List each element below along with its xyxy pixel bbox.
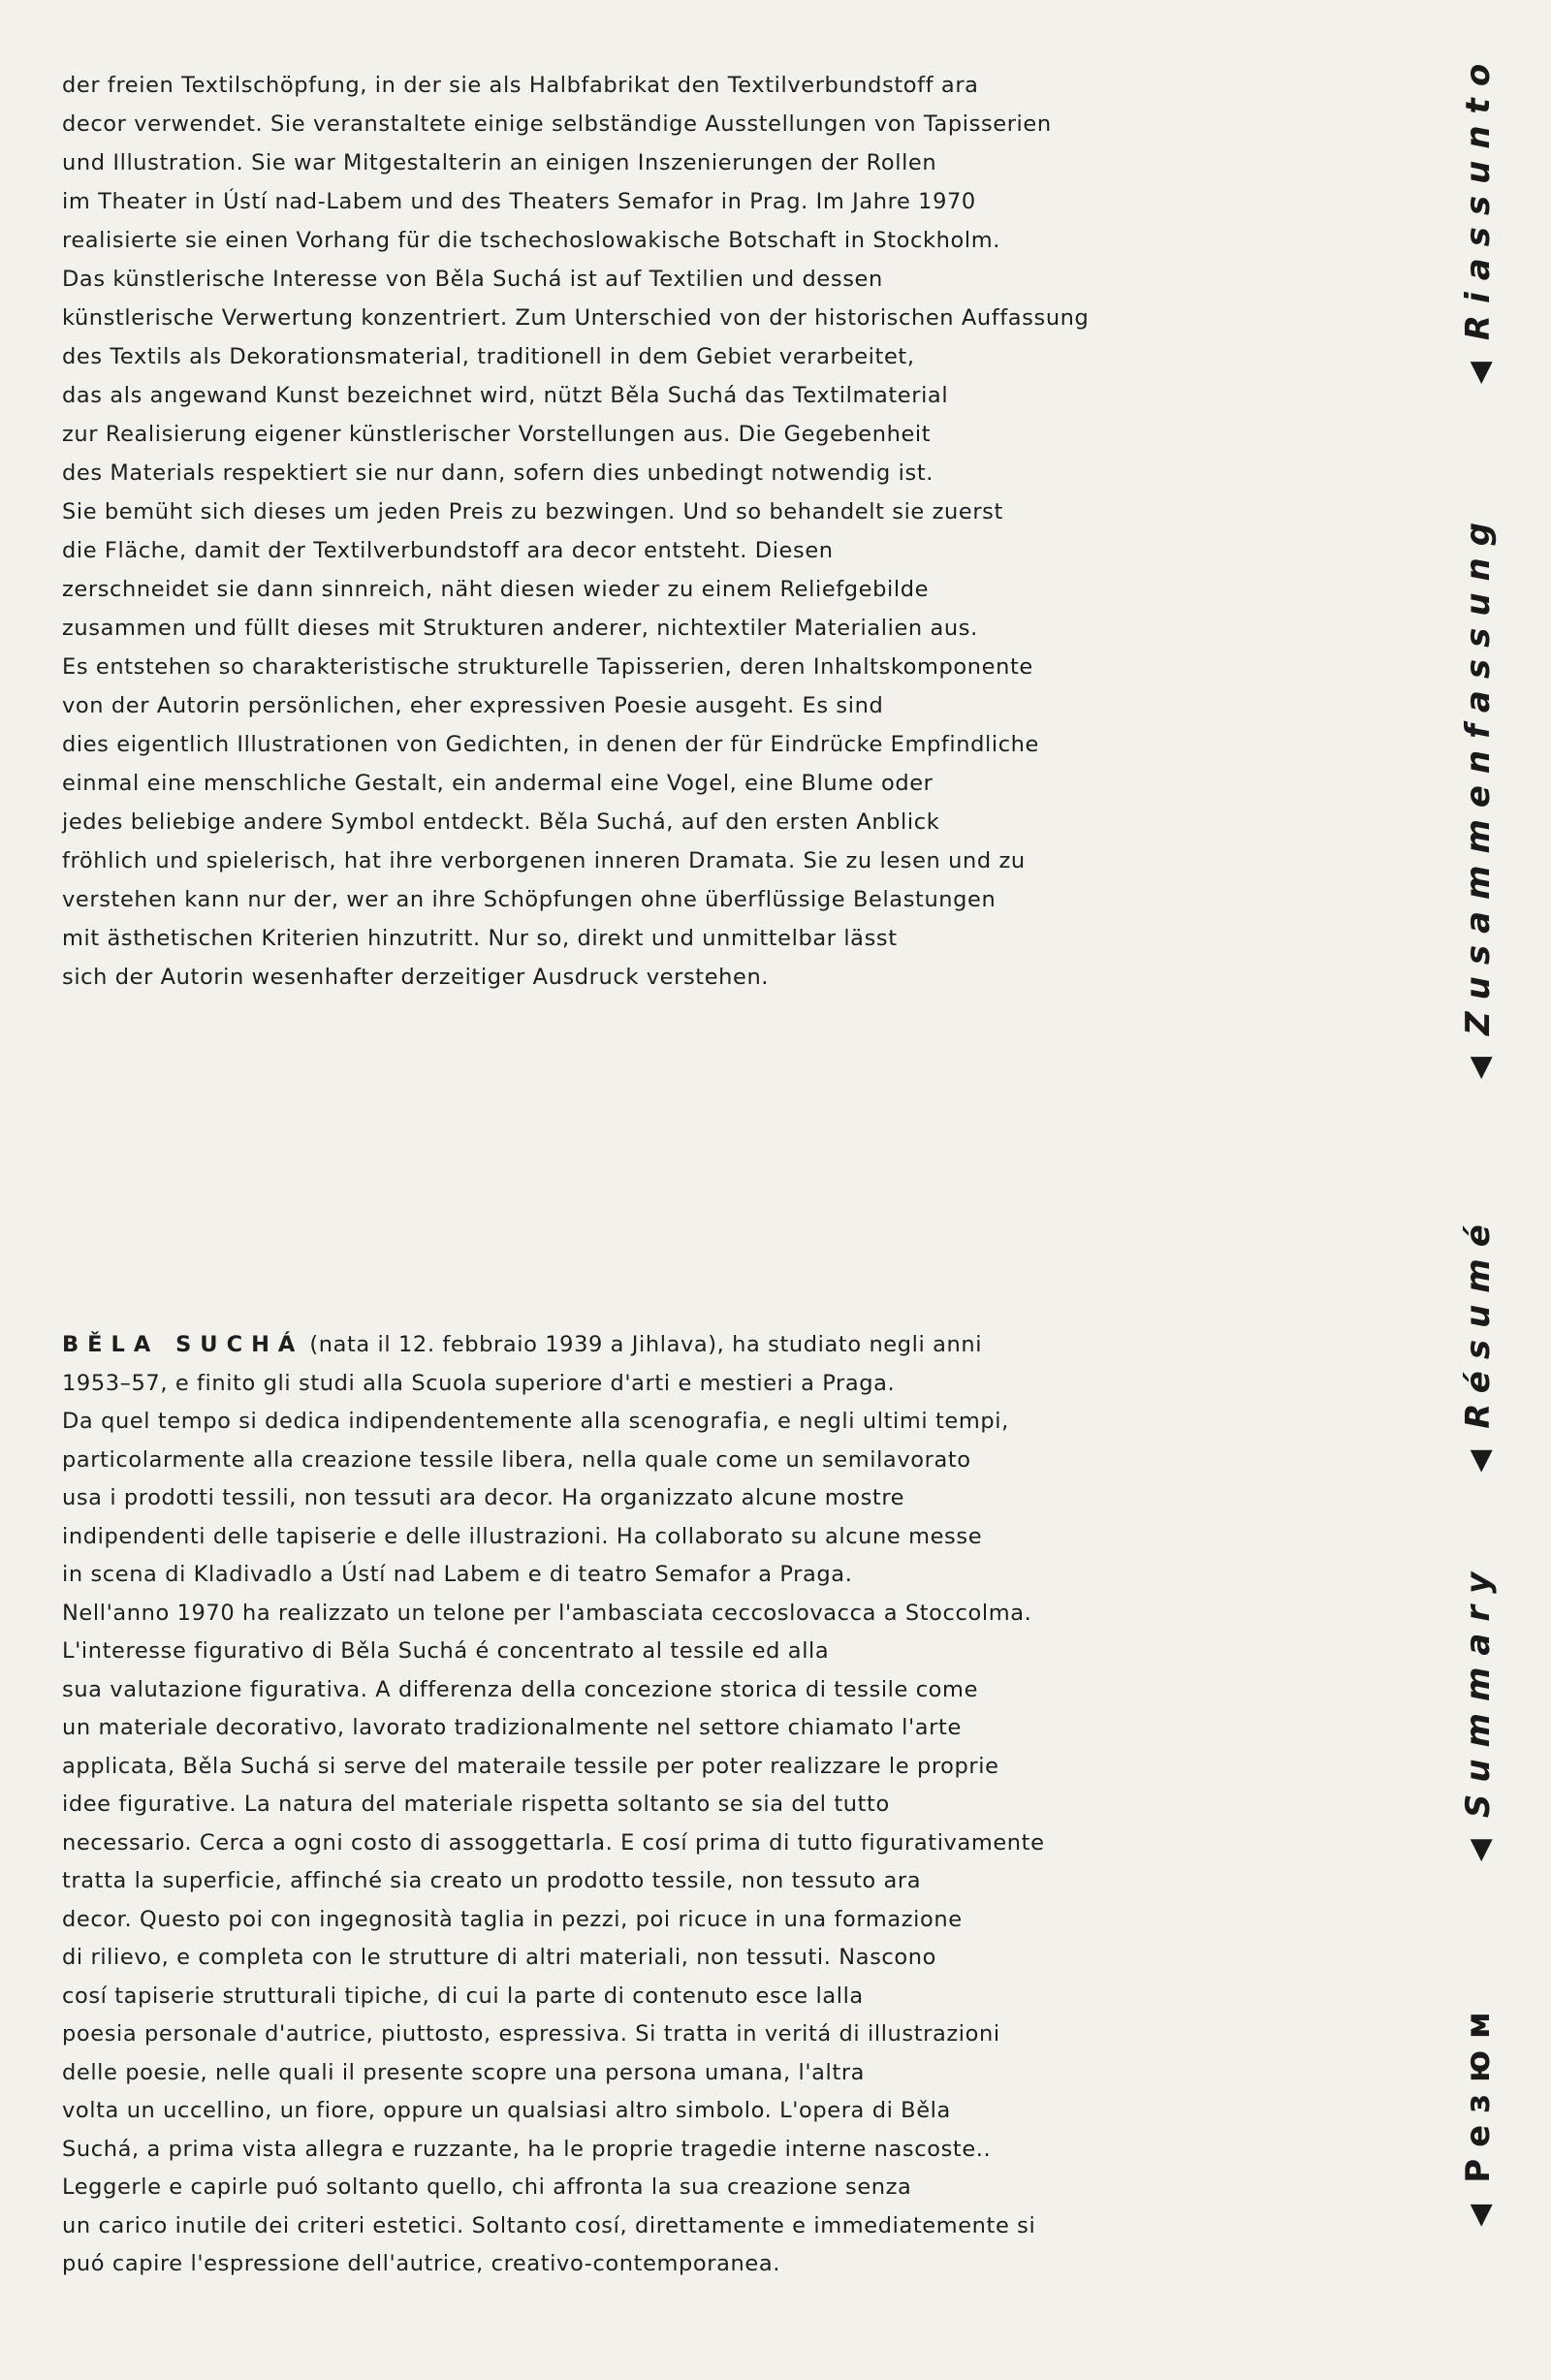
german-line: Das künstlerische Interesse von Běla Suchá ist auf Textilien und dessen [62, 267, 883, 292]
german-line: der freien Textilschöpfung, in der sie als Halbfabrikat den Textilverbundstoff ara [62, 73, 979, 98]
italian-line: idee figurative. La natura del materiale rispetta soltanto se sia del tutto [62, 1792, 890, 1817]
german-line: des Textils als Dekorationsmaterial, traditionell in dem Gebiet verarbeitet, [62, 344, 915, 369]
arrow-left-icon: ◀ [1463, 1449, 1497, 1473]
german-line: mit ästhetischen Kriterien hinzutritt. Nur so, direkt und unmittelbar lässt [62, 926, 898, 951]
german-line: zerschneidet sie dann sinnreich, näht diesen wieder zu einem Reliefgebilde [62, 577, 930, 602]
italian-line: delle poesie, nelle quali il presente scopre una persona umana, l'altra [62, 2059, 866, 2085]
italian-line: Da quel tempo si dedica indipendentemente alla scenografia, e negli ultimi tempi, [62, 1409, 1009, 1434]
italian-line: un materiale decorativo, lavorato tradizionalmente nel settore chiamato l'arte [62, 1715, 962, 1740]
sidebar-label-zusammenfassung [1459, 511, 1498, 1079]
italian-line: particolarmente alla creazione tessile libera, nella quale come un semilavorato [62, 1446, 971, 1473]
german-line: zusammen und füllt dieses mit Strukturen anderer, nichtextiler Materialien aus. [62, 616, 978, 641]
german-line: sich der Autorin wesenhafter derzeitiger Ausdruck verstehen. [62, 965, 770, 990]
italian-line: di rilievo, e completa con le strutture di altri materiali, non tessuti. Nascono [62, 1945, 936, 1970]
sidebar-label-text: Zusammenfassung [1459, 510, 1498, 1036]
german-line: jedes beliebige andere Symbol entdeckt. Běla Suchá, auf den ersten Anblick [62, 809, 940, 835]
italian-line: Suchá, a prima vista allegra e ruzzante, ha le proprie tragedie interne nascoste.. [62, 2136, 992, 2162]
german-line: und Illustration. Sie war Mitgestalterin an einigen Inszenierungen der Rollen [62, 150, 937, 175]
artist-name: BĚLA SUCHÁ [62, 1332, 304, 1357]
italian-line: (nata il 12. febbraio 1939 a Jihlava), ha studiato negli anni [309, 1332, 983, 1357]
italian-line: Leggerle e capirle puó soltanto quello, chi affronta la sua creazione senza [62, 2174, 912, 2200]
german-line: Es entstehen so charakteristische strukturelle Tapisserien, deren Inhaltskomponente [62, 654, 1033, 680]
german-line: die Fläche, damit der Textilverbundstoff ara decor entsteht. Diesen [62, 538, 834, 563]
sidebar-label-text: Riassunto [1459, 51, 1498, 341]
italian-line: indipendenti delle tapiserie e delle illustrazioni. Ha collaborato su alcune messe [62, 1523, 983, 1549]
german-line: dies eigentlich Illustrationen von Gedichten, in denen der für Eindrücke Empfindliche [62, 732, 1039, 757]
italian-line: poesia personale d'autrice, piuttosto, espressiva. Si tratta in veritá di illustrazioni [62, 2021, 1000, 2047]
german-line: verstehen kann nur der, wer an ihre Schöpfungen ohne überflüssige Belastungen [62, 887, 997, 912]
italian-first-line [62, 1326, 1206, 1365]
german-line: künstlerische Verwertung konzentriert. Zum Unterschied von der historischen Auffassung [62, 305, 1090, 331]
german-line: im Theater in Ústí nad-Labem und des Theaters Semafor in Prag. Im Jahre 1970 [62, 189, 976, 214]
sidebar-label-riassunto [1459, 52, 1498, 384]
german-line: zur Realisierung eigener künstlerischer Vorstellungen aus. Die Gegebenheit [62, 422, 932, 447]
italian-line: Nell'anno 1970 ha realizzato un telone per l'ambasciata ceccoslovacca a Stoccolma. [62, 1600, 1032, 1626]
language-sidebar [1406, 0, 1551, 2380]
sidebar-label-resume [1459, 1213, 1498, 1473]
italian-line: volta un uccellino, un fiore, oppure un qualsiasi altro simbolo. L'opera di Běla [62, 2098, 951, 2123]
italian-line: usa i prodotti tessili, non tessuti ara decor. Ha organizzato alcune mostre [62, 1485, 905, 1510]
sidebar-label-text: Резюм [1459, 2000, 1498, 2183]
italian-line: cosí tapiserie strutturali tipiche, di cui la parte di contenuto esce lalla [62, 1983, 864, 2009]
sidebar-label-text: Résumé [1459, 1213, 1498, 1429]
german-line: einmal eine menschliche Gestalt, ein andermal eine Vogel, eine Blume oder [62, 771, 934, 796]
german-line: fröhlich und spielerisch, hat ihre verborgenen inneren Dramata. Sie zu lesen und zu [62, 848, 1026, 873]
arrow-left-icon: ◀ [1463, 362, 1497, 385]
german-line: decor verwendet. Sie veranstaltete einige selbständige Ausstellungen von Tapisserien [62, 111, 1052, 137]
german-line: von der Autorin persönlichen, eher expressiven Poesie ausgeht. Es sind [62, 693, 884, 718]
arrow-left-icon: ◀ [1463, 2204, 1497, 2227]
italian-line: puó capire l'espressione dell'autrice, creativo-contemporanea. [62, 2251, 780, 2276]
german-line: das als angewand Kunst bezeichnet wird, nützt Běla Suchá das Textilmaterial [62, 383, 949, 408]
sidebar-label-rezyume [1459, 2000, 1498, 2227]
arrow-left-icon: ◀ [1463, 1057, 1497, 1080]
sidebar-label-summary [1459, 1561, 1498, 1862]
german-line: des Materials respektiert sie nur dann, sofern dies unbedingt notwendig ist. [62, 460, 934, 486]
italian-summary-text [62, 1326, 1206, 2284]
german-summary-text [62, 66, 1206, 997]
arrow-left-icon: ◀ [1463, 1839, 1497, 1862]
german-line: realisierte sie einen Vorhang für die tschechoslowakische Botschaft in Stockholm. [62, 228, 1000, 253]
italian-line: necessario. Cerca a ogni costo di assoggettarla. E cosí prima di tutto figurativamente [62, 1829, 1045, 1856]
italian-line: sua valutazione figurativa. A differenza della concezione storica di tessile come [62, 1676, 979, 1702]
italian-line: L'interesse figurativo di Běla Suchá é concentrato al tessile ed alla [62, 1638, 830, 1664]
italian-line: in scena di Kladivadlo a Ústí nad Labem e di teatro Semafor a Praga. [62, 1562, 853, 1587]
german-line: Sie bemüht sich dieses um jeden Preis zu bezwingen. Und so behandelt sie zuerst [62, 499, 1003, 524]
sidebar-label-text: Summary [1459, 1560, 1498, 1819]
italian-line: tratta la superficie, affinché sia creato un prodotto tessile, non tessuto ara [62, 1868, 922, 1893]
italian-line: decor. Questo poi con ingegnosità taglia in pezzi, poi ricuce in una formazione [62, 1906, 963, 1932]
italian-line: 1953–57, e finito gli studi alla Scuola superiore d'arti e mestieri a Praga. [62, 1370, 896, 1396]
italian-line: un carico inutile dei criteri estetici. Soltanto cosí, direttamente e immediatemente si [62, 2212, 1036, 2238]
italian-line: applicata, Běla Suchá si serve del materaile tessile per poter realizzare le proprie [62, 1753, 999, 1779]
